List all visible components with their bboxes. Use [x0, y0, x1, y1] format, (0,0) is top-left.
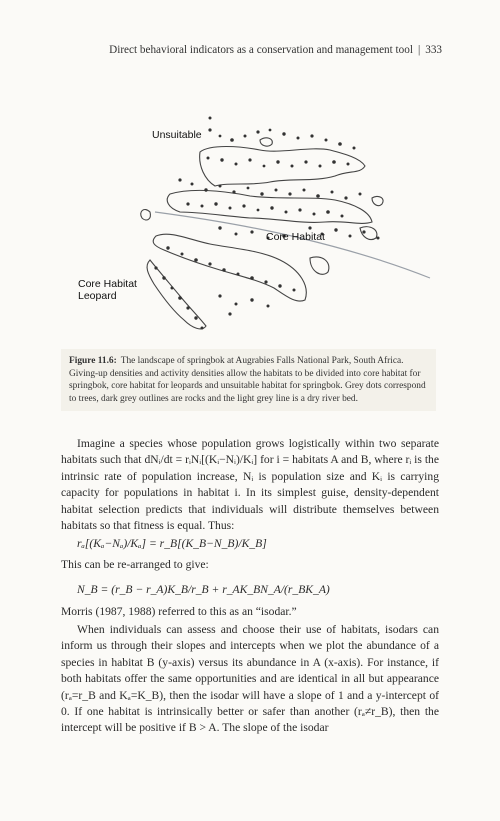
label-core-habitat-leopard — [78, 278, 137, 302]
paragraph-1 — [61, 436, 439, 534]
label-core-habitat-leopard-line1: Core Habitat — [78, 278, 137, 290]
rock-outlines — [141, 138, 383, 329]
label-unsuitable: Unsuitable — [152, 129, 202, 141]
running-title: Direct behavioral indicators as a conservation and management tool — [109, 44, 413, 56]
figure-caption — [61, 349, 436, 411]
figure-caption-text: The landscape of springbok at Augrabies Falls National Park, South Africa. Giving-up densities and activity densities allow the habitats to be divided into core habitat for springbok, core habitat for leopards and unsuitable habitat for springbok. Grey dots correspond to trees, dark grey outlines are rocks and the light grey line is a dry river bed. — [69, 356, 426, 404]
equation-1: rₐ[(Kₐ−Nₐ)/Kₐ] = r_B[(K_B−N_B)/K_B] — [77, 537, 267, 550]
equation-2: N_B = (r_B − r_A)K_B/r_B + r_AK_BN_A/(r_BK_A) — [77, 583, 330, 596]
page-number: 333 — [425, 44, 442, 56]
header-separator: | — [417, 44, 421, 56]
paragraph-3 — [61, 622, 439, 737]
figure-landscape-map — [60, 100, 440, 344]
label-core-habitat-springbok: Core Habitat — [266, 231, 325, 243]
tree-points — [154, 117, 379, 330]
rearrange-text: This can be re-arranged to give: — [61, 558, 209, 571]
running-head — [90, 44, 442, 56]
paragraph-1-text: Imagine a species whose population grows logistically within two separate habitats such that dNᵢ/dt = rᵢNᵢ[(Kᵢ−Nᵢ)/Kᵢ] for i = habitats A and B, where rᵢ is the intrinsic rate of population increase, Nᵢ is population size and Kᵢ is carrying capacity for populations in habitat i. In its simplest guise, density-dependent habitat selection predicts that individuals will distribute themselves between habitats so that fitness is equal. Thus: — [61, 437, 439, 533]
paragraph-2: Morris (1987, 1988) referred to this as an “isodar.” — [61, 605, 297, 618]
figure-number: Figure 11.6: — [69, 356, 117, 366]
label-core-habitat-leopard-line2: Leopard — [78, 290, 117, 302]
paragraph-3-text: When individuals can assess and choose their use of habitats, isodars can inform us through their slopes and intercepts when we plot the abundance of a species in habitat B (y-axis) versus its abundance in A (x-axis). For instance, if both habitats offer the same opportunities and are identical in all but appearance (rₐ=r_B and Kₐ=K_B), then the isodar will have a slope of 1 and a y-intercept of 0. If one habitat is intrinsically better or safer than another (rₐ≠r_B), then the intercept will be positive if B > A. The slope of the isodar — [61, 623, 439, 735]
landscape-map — [60, 100, 440, 344]
